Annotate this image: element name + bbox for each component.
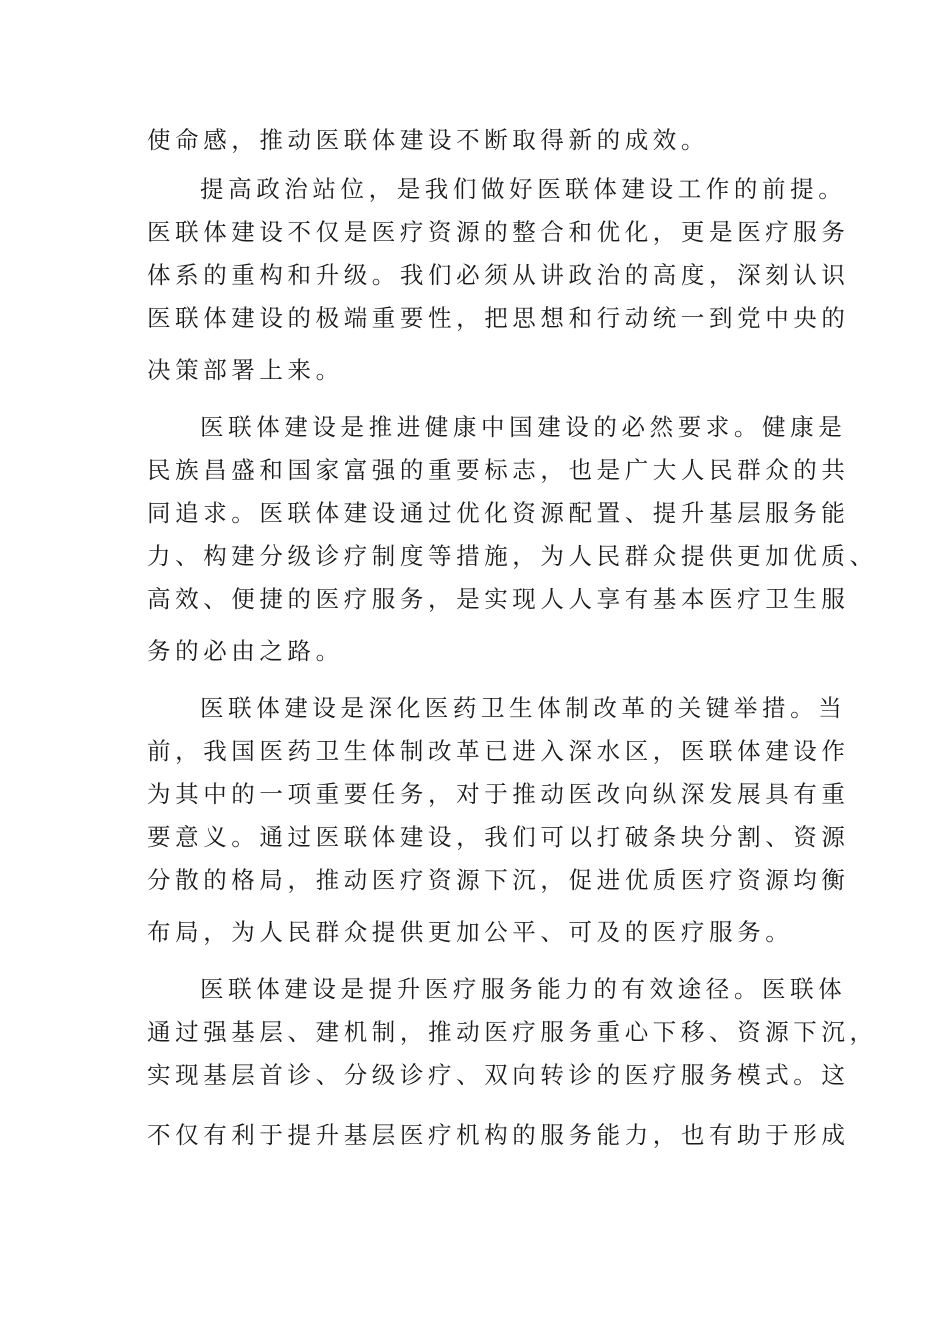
paragraph-4-line-3: 为其中的一项重要任务，对于推动医改向纵深发展具有重 [147,780,850,808]
paragraph-3-line-4: 力、构建分级诊疗制度等措施，为人民群众提供更加优质、 [147,542,878,570]
paragraph-1-line-1: 使命感，推动医联体建设不断取得新的成效。 [147,126,709,154]
paragraph-5-line-4: 不仅有利于提升基层医疗机构的服务能力，也有助于形成 [147,1121,850,1149]
paragraph-4-line-2: 前，我国医药卫生体制改革已进入深水区，医联体建设作 [147,737,850,765]
paragraph-2-line-1: 提高政治站位，是我们做好医联体建设工作的前提。 [200,175,847,203]
paragraph-3-line-3: 同追求。医联体建设通过优化资源配置、提升基层服务能 [147,499,850,527]
paragraph-2-line-4: 医联体建设的极端重要性，把思想和行动统一到党中央的 [147,304,850,332]
paragraph-5-line-2: 通过强基层、建机制，推动医疗服务重心下移、资源下沉， [147,1018,878,1046]
paragraph-4-line-4: 要意义。通过医联体建设，我们可以打破条块分割、资源 [147,823,850,851]
paragraph-2-line-3: 体系的重构和升级。我们必须从讲政治的高度，深刻认识 [147,261,850,289]
paragraph-2-line-2: 医联体建设不仅是医疗资源的整合和优化，更是医疗服务 [147,218,850,246]
paragraph-3-line-5: 高效、便捷的医疗服务，是实现人人享有基本医疗卫生服 [147,585,850,613]
paragraph-4-line-1: 医联体建设是深化医药卫生体制改革的关键举措。当 [200,694,847,722]
paragraph-5-line-3: 实现基层首诊、分级诊疗、双向转诊的医疗服务模式。这 [147,1061,850,1089]
paragraph-3-line-6: 务的必由之路。 [147,637,344,665]
paragraph-5-line-1: 医联体建设是提升医疗服务能力的有效途径。医联体 [200,975,847,1003]
paragraph-4-line-6: 布局，为人民群众提供更加公平、可及的医疗服务。 [147,918,794,946]
paragraph-3-line-2: 民族昌盛和国家富强的重要标志，也是广大人民群众的共 [147,456,850,484]
paragraph-4-line-5: 分散的格局，推动医疗资源下沉，促进优质医疗资源均衡 [147,866,850,894]
paragraph-3-line-1: 医联体建设是推进健康中国建设的必然要求。健康是 [200,413,847,441]
paragraph-2-line-5: 决策部署上来。 [147,356,344,384]
